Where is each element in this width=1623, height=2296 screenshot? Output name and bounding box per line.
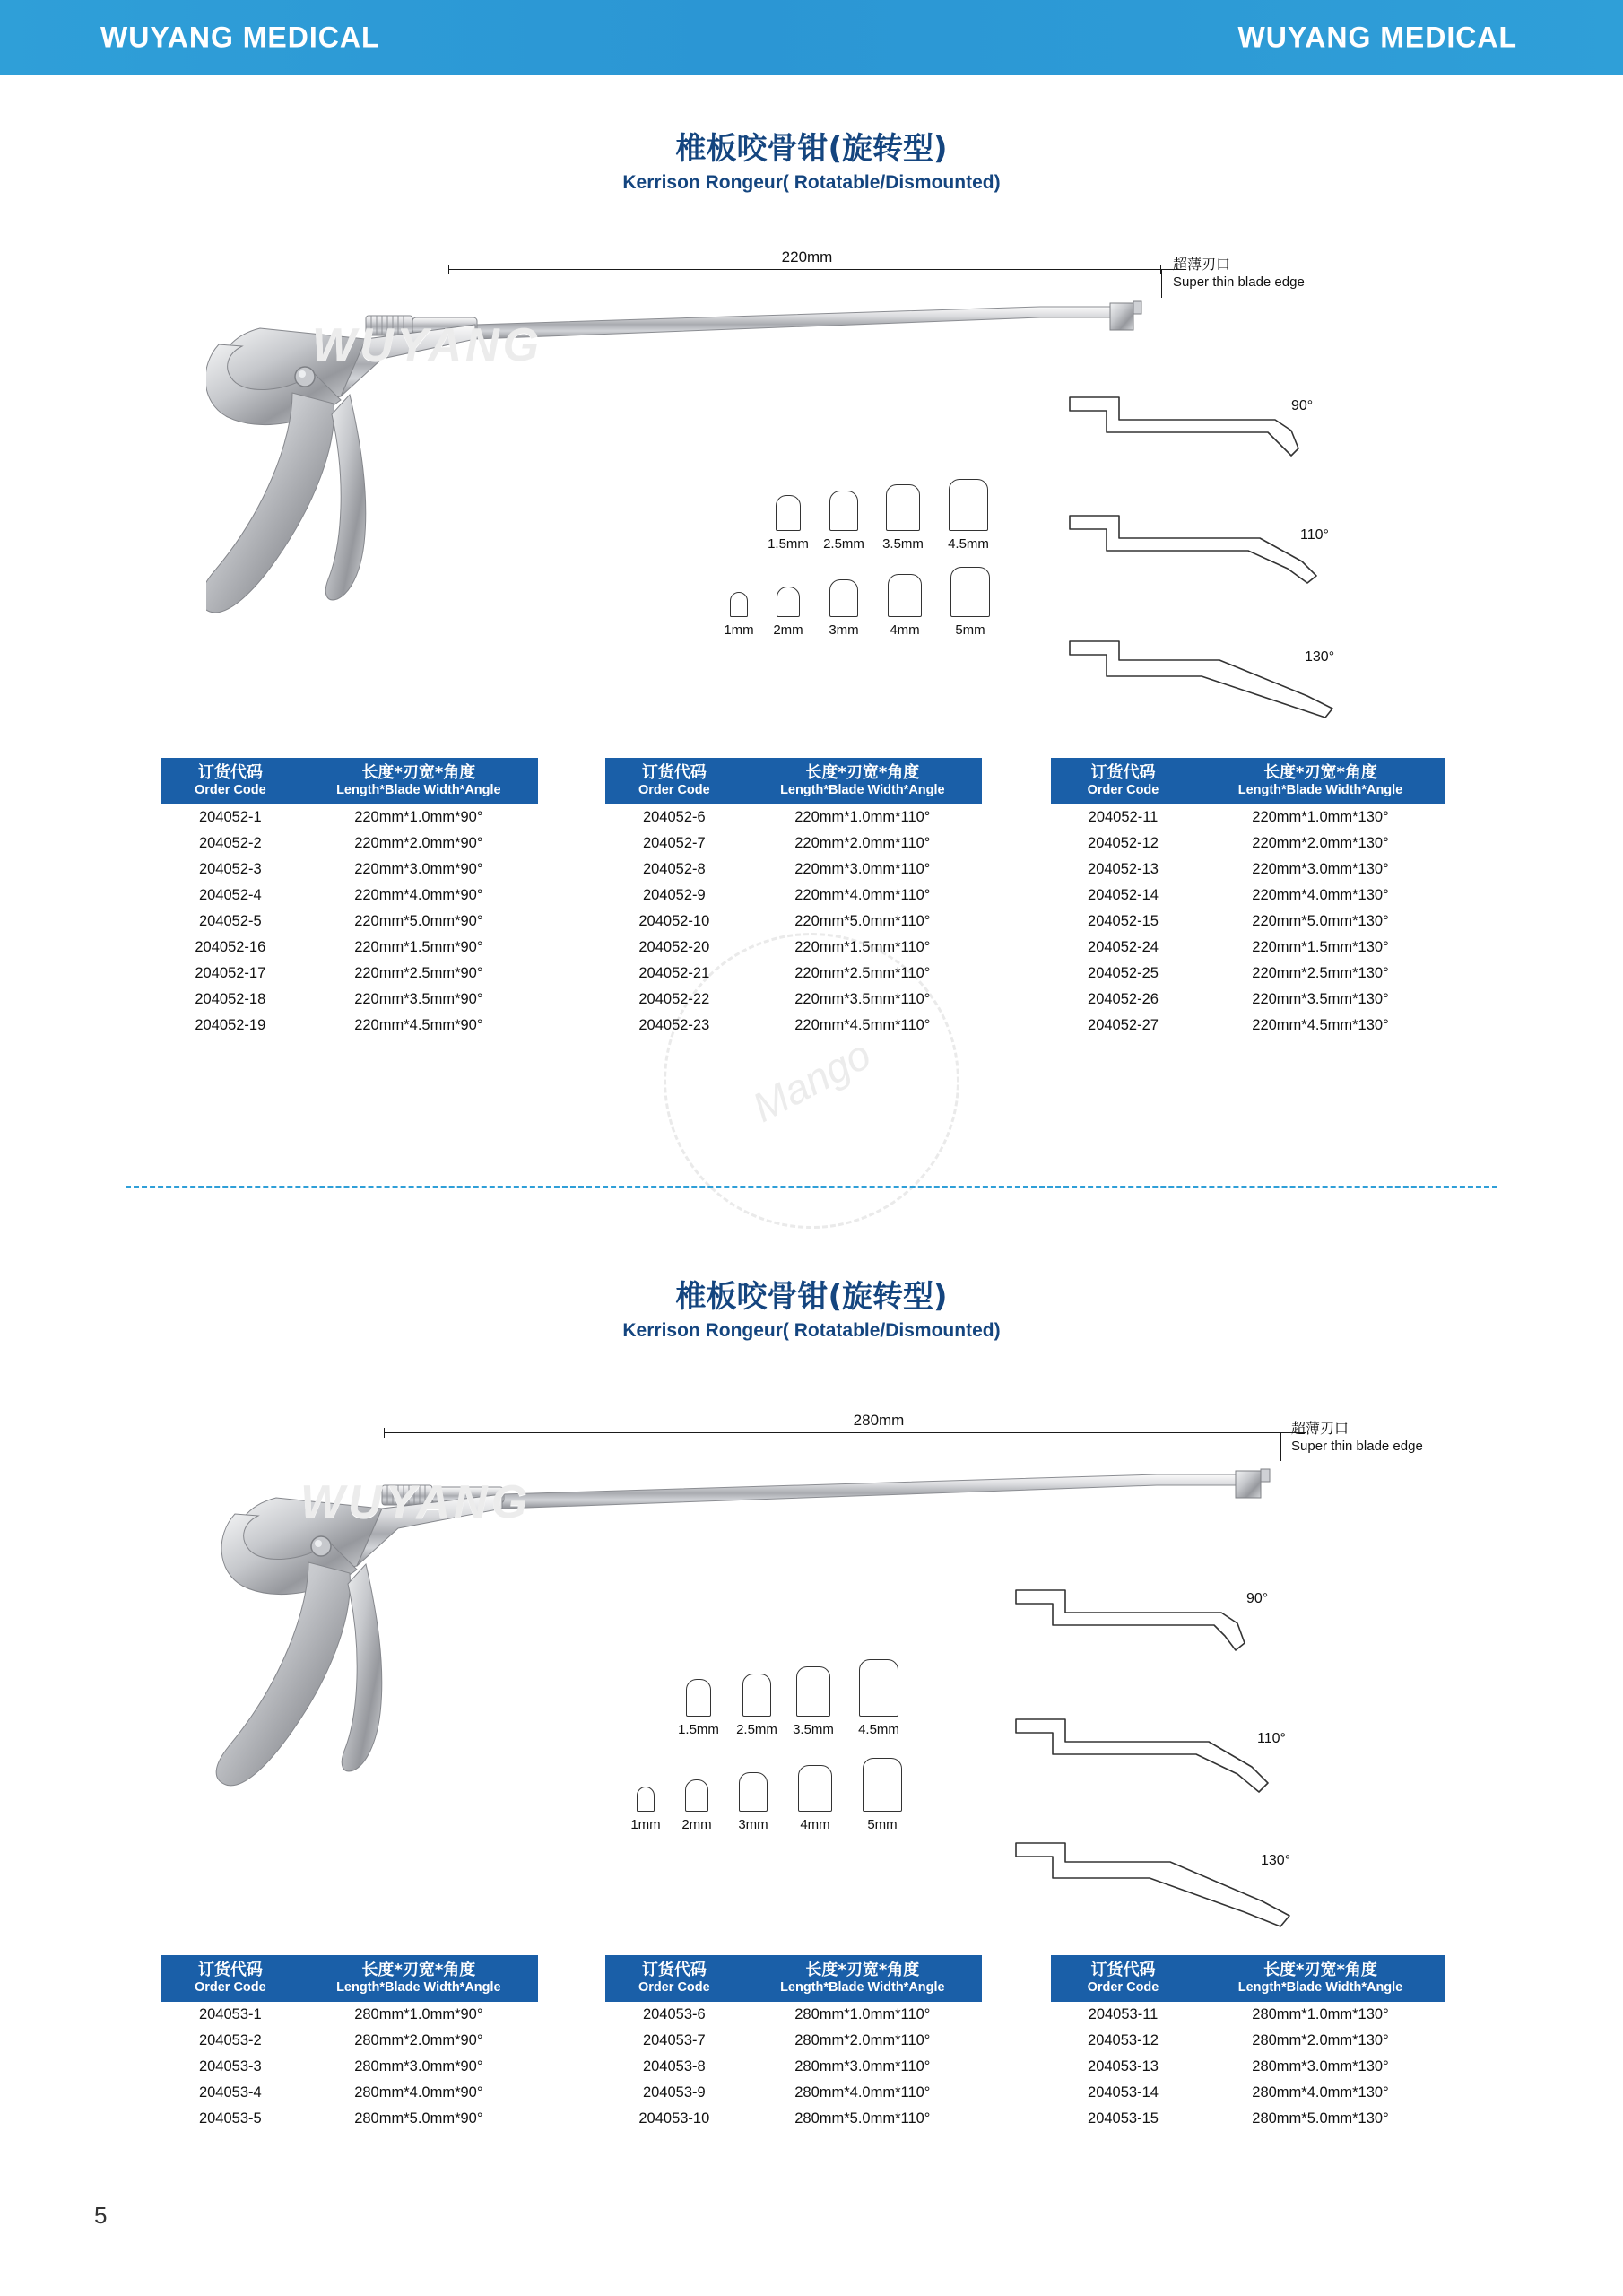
order-table-1 — [161, 758, 538, 1039]
table-row — [161, 2106, 538, 2132]
cell-order-code: 204052-26 — [1088, 991, 1159, 1008]
table-row — [1051, 857, 1445, 883]
header-en-spec: Length*Blade Width*Angle — [780, 782, 945, 797]
table-header-code — [1051, 1955, 1195, 2002]
table-header-spec — [743, 1955, 982, 2002]
cell-spec: 220mm*3.0mm*90° — [354, 861, 483, 878]
section-2-title-en: Kerrison Rongeur( Rotatable/Dismounted) — [622, 1320, 1001, 1341]
cell-spec: 220mm*4.5mm*90° — [354, 1017, 483, 1034]
tip-shape — [685, 1779, 708, 1812]
table-header-spec — [1195, 758, 1445, 804]
table-header-spec — [1195, 1955, 1445, 2002]
cell-spec: 280mm*5.0mm*110° — [794, 2110, 931, 2127]
table-row — [605, 961, 982, 987]
cell-order-code: 204053-13 — [1088, 2058, 1159, 2075]
table-row — [161, 857, 538, 883]
cell-spec: 220mm*2.5mm*110° — [794, 965, 931, 982]
cell-order-code: 204052-7 — [642, 835, 706, 852]
cell-spec: 220mm*2.0mm*110° — [794, 835, 931, 852]
cell-spec: 220mm*4.0mm*90° — [354, 887, 483, 904]
cell-order-code: 204052-13 — [1088, 861, 1159, 878]
cell-spec: 280mm*2.0mm*90° — [354, 2032, 483, 2049]
cell-order-code: 204053-15 — [1088, 2110, 1159, 2127]
table-row — [161, 2080, 538, 2106]
table-row — [605, 2028, 982, 2054]
cell-order-code: 204052-20 — [638, 939, 710, 956]
tip-shape — [886, 484, 920, 531]
cell-order-code: 204052-5 — [198, 913, 262, 930]
cell-order-code: 204052-17 — [195, 965, 266, 982]
page-header — [0, 0, 1623, 75]
header-cn-spec: 长度*刃宽*角度 — [805, 1961, 920, 1979]
header-en-code: Order Code — [638, 1979, 710, 1995]
tip-label: 4.5mm — [948, 536, 989, 552]
tip-shape — [686, 1679, 711, 1717]
cell-spec: 220mm*1.0mm*130° — [1252, 809, 1389, 826]
table-row — [1051, 1013, 1445, 1039]
cell-spec: 220mm*2.5mm*130° — [1252, 965, 1389, 982]
cell-spec: 220mm*4.0mm*130° — [1252, 887, 1389, 904]
header-en-code: Order Code — [638, 782, 710, 797]
section-1-title-cn: 椎板咬骨钳(旋转型) — [675, 131, 948, 167]
order-table-5 — [605, 1955, 982, 2132]
cell-order-code: 204052-9 — [642, 887, 706, 904]
table-header-code — [1051, 758, 1195, 804]
tip-label: 4mm — [800, 1817, 830, 1832]
tip-label: 1.5mm — [678, 1722, 719, 1737]
cell-spec: 220mm*4.5mm*110° — [794, 1017, 931, 1034]
cell-spec: 280mm*3.0mm*90° — [354, 2058, 483, 2075]
tip-shape — [829, 579, 858, 617]
cell-order-code: 204053-5 — [198, 2110, 262, 2127]
tip-label: 4.5mm — [858, 1722, 899, 1737]
cell-order-code: 204052-16 — [195, 939, 266, 956]
cell-order-code: 204052-14 — [1088, 887, 1159, 904]
tip-shape — [739, 1772, 768, 1812]
cell-spec: 220mm*4.0mm*110° — [794, 887, 931, 904]
cell-order-code: 204053-14 — [1088, 2084, 1159, 2101]
angle-label: 110° — [1257, 1731, 1286, 1746]
table-row — [1051, 883, 1445, 909]
table-row — [1051, 935, 1445, 961]
cell-spec: 280mm*4.0mm*110° — [794, 2084, 931, 2101]
angle-label: 90° — [1291, 398, 1314, 413]
header-cn-spec: 长度*刃宽*角度 — [361, 763, 476, 782]
tip-label: 3.5mm — [793, 1722, 834, 1737]
angle-label: 130° — [1261, 1853, 1291, 1868]
cell-order-code: 204053-1 — [198, 2006, 262, 2023]
callout-cn-1: 超薄刃口 — [1173, 256, 1231, 273]
tip-label: 3.5mm — [882, 536, 924, 552]
order-table-2 — [605, 758, 982, 1039]
cell-spec: 220mm*3.5mm*110° — [794, 991, 931, 1008]
callout-en-2: Super thin blade edge — [1291, 1439, 1423, 1454]
table-header-spec — [299, 1955, 538, 2002]
tip-shape — [730, 592, 748, 617]
cell-spec: 220mm*1.5mm*130° — [1252, 939, 1389, 956]
section-1-title-en: Kerrison Rongeur( Rotatable/Dismounted) — [622, 172, 1001, 193]
header-en-code: Order Code — [194, 782, 266, 797]
header-cn-spec: 长度*刃宽*角度 — [361, 1961, 476, 1979]
table-row — [1051, 961, 1445, 987]
dimension-label-1: 220mm — [781, 248, 833, 265]
cell-spec: 280mm*1.0mm*130° — [1252, 2006, 1389, 2023]
tip-label: 1.5mm — [768, 536, 809, 552]
table-row — [161, 883, 538, 909]
table-header-code — [161, 1955, 299, 2002]
tip-shape — [777, 587, 800, 617]
table-row — [161, 1013, 538, 1039]
tip-label: 5mm — [955, 622, 985, 638]
table-row — [161, 987, 538, 1013]
tip-label: 4mm — [890, 622, 920, 638]
cell-spec: 220mm*1.0mm*90° — [354, 809, 483, 826]
cell-spec: 280mm*3.0mm*130° — [1252, 2058, 1389, 2075]
cell-spec: 220mm*3.5mm*130° — [1252, 991, 1389, 1008]
header-en-code: Order Code — [1087, 782, 1159, 797]
tip-label: 1mm — [724, 622, 754, 638]
tip-shape — [776, 495, 801, 531]
cell-spec: 220mm*1.0mm*110° — [794, 809, 931, 826]
tip-label: 3mm — [829, 622, 859, 638]
tip-shape — [950, 567, 990, 617]
tip-shape — [742, 1674, 771, 1717]
header-cn-spec: 长度*刃宽*角度 — [1263, 763, 1377, 782]
header-cn-code: 订货代码 — [641, 1961, 707, 1979]
cell-spec: 220mm*2.0mm*130° — [1252, 835, 1389, 852]
table-row — [1051, 804, 1445, 831]
cell-order-code: 204052-8 — [642, 861, 706, 878]
cell-spec: 220mm*1.5mm*110° — [794, 939, 931, 956]
cell-order-code: 204052-24 — [1088, 939, 1159, 956]
cell-spec: 220mm*2.5mm*90° — [354, 965, 483, 982]
table-row — [605, 909, 982, 935]
cell-spec: 280mm*5.0mm*130° — [1252, 2110, 1389, 2127]
table-row — [161, 961, 538, 987]
order-table-6 — [1051, 1955, 1445, 2132]
table-row — [161, 804, 538, 831]
cell-spec: 220mm*1.5mm*90° — [354, 939, 483, 956]
order-table-4 — [161, 1955, 538, 2132]
callout-en-1: Super thin blade edge — [1173, 274, 1305, 290]
header-cn-code: 订货代码 — [197, 763, 263, 782]
page-number: 5 — [94, 2202, 108, 2229]
tip-label: 1mm — [630, 1817, 661, 1832]
tip-shape — [863, 1758, 902, 1812]
cell-order-code: 204052-4 — [198, 887, 262, 904]
table-header-code — [605, 1955, 743, 2002]
cell-order-code: 204052-15 — [1088, 913, 1159, 930]
table-row — [161, 2028, 538, 2054]
tip-shape — [888, 574, 922, 617]
angle-label: 90° — [1246, 1591, 1269, 1606]
table-row — [1051, 987, 1445, 1013]
table-row — [1051, 2106, 1445, 2132]
cell-order-code: 204052-19 — [195, 1017, 266, 1034]
cell-spec: 220mm*3.0mm*110° — [794, 861, 931, 878]
table-row — [1051, 831, 1445, 857]
cell-spec: 280mm*1.0mm*90° — [354, 2006, 483, 2023]
table-row — [1051, 2080, 1445, 2106]
cell-order-code: 204052-3 — [198, 861, 262, 878]
watermark-wuyang-1: WUYANG — [312, 319, 543, 371]
cell-spec: 280mm*1.0mm*110° — [794, 2006, 931, 2023]
cell-spec: 220mm*5.0mm*90° — [354, 913, 483, 930]
angle-profile-110-1 — [1067, 511, 1363, 601]
table-row — [1051, 2002, 1445, 2028]
cell-spec: 280mm*3.0mm*110° — [794, 2058, 931, 2075]
header-cn-spec: 长度*刃宽*角度 — [805, 763, 920, 782]
tip-label: 2.5mm — [736, 1722, 777, 1737]
cell-order-code: 204053-7 — [642, 2032, 706, 2049]
dimension-label-2: 280mm — [853, 1412, 905, 1429]
header-en-spec: Length*Blade Width*Angle — [336, 1979, 501, 1995]
header-en-spec: Length*Blade Width*Angle — [336, 782, 501, 797]
tip-label: 5mm — [867, 1817, 898, 1832]
table-header-code — [161, 758, 299, 804]
cell-order-code: 204053-6 — [642, 2006, 706, 2023]
cell-spec: 220mm*4.5mm*130° — [1252, 1017, 1389, 1034]
table-row — [1051, 909, 1445, 935]
tip-label: 2mm — [773, 622, 803, 638]
cell-spec: 220mm*3.5mm*90° — [354, 991, 483, 1008]
table-row — [161, 935, 538, 961]
tip-label: 2mm — [681, 1817, 712, 1832]
section-2-title-cn: 椎板咬骨钳(旋转型) — [675, 1279, 948, 1315]
table-row — [161, 909, 538, 935]
table-row — [605, 2080, 982, 2106]
cell-order-code: 204053-3 — [198, 2058, 262, 2075]
callout-cn-2: 超薄刃口 — [1291, 1420, 1350, 1437]
angle-label: 130° — [1305, 649, 1335, 665]
table-row — [161, 831, 538, 857]
header-en-spec: Length*Blade Width*Angle — [1237, 782, 1403, 797]
cell-order-code: 204052-18 — [195, 991, 266, 1008]
order-table-3 — [1051, 758, 1445, 1039]
table-row — [1051, 2054, 1445, 2080]
cell-order-code: 204052-23 — [638, 1017, 710, 1034]
cell-spec: 280mm*5.0mm*90° — [354, 2110, 483, 2127]
header-cn-code: 订货代码 — [1090, 1961, 1156, 1979]
dimension-line-2 — [384, 1432, 1280, 1433]
table-row — [605, 2106, 982, 2132]
cell-order-code: 204053-9 — [642, 2084, 706, 2101]
watermark-mango-text: Mango — [744, 1031, 879, 1131]
cell-spec: 220mm*5.0mm*110° — [794, 913, 931, 930]
header-en-spec: Length*Blade Width*Angle — [1237, 1979, 1403, 1995]
cell-spec: 280mm*4.0mm*130° — [1252, 2084, 1389, 2101]
table-header-code — [605, 758, 743, 804]
cell-order-code: 204052-12 — [1088, 835, 1159, 852]
cell-order-code: 204052-6 — [642, 809, 706, 826]
table-row — [605, 804, 982, 831]
tip-shape — [859, 1659, 898, 1717]
cell-order-code: 204053-12 — [1088, 2032, 1159, 2049]
cell-order-code: 204052-11 — [1088, 809, 1159, 826]
cell-spec: 280mm*2.0mm*130° — [1252, 2032, 1389, 2049]
table-row — [605, 857, 982, 883]
cell-spec: 220mm*3.0mm*130° — [1252, 861, 1389, 878]
table-row — [161, 2054, 538, 2080]
cell-order-code: 204053-8 — [642, 2058, 706, 2075]
header-en-code: Order Code — [1087, 1979, 1159, 1995]
section-divider — [126, 1186, 1497, 1188]
tip-label: 2.5mm — [823, 536, 864, 552]
brand-left: WUYANG MEDICAL — [100, 21, 380, 54]
table-row — [605, 1013, 982, 1039]
dimension-line-1 — [448, 269, 1161, 270]
cell-order-code: 204053-4 — [198, 2084, 262, 2101]
table-row — [1051, 2028, 1445, 2054]
cell-order-code: 204053-10 — [638, 2110, 710, 2127]
angle-label: 110° — [1300, 527, 1329, 543]
cell-order-code: 204052-27 — [1088, 1017, 1159, 1034]
table-row — [605, 2054, 982, 2080]
header-en-code: Order Code — [194, 1979, 266, 1995]
cell-order-code: 204052-25 — [1088, 965, 1159, 982]
table-row — [605, 935, 982, 961]
tip-shape — [637, 1787, 655, 1812]
cell-spec: 220mm*5.0mm*130° — [1252, 913, 1389, 930]
table-row — [605, 883, 982, 909]
cell-order-code: 204052-22 — [638, 991, 710, 1008]
table-row — [605, 831, 982, 857]
header-cn-code: 订货代码 — [641, 763, 707, 782]
table-row — [161, 2002, 538, 2028]
cell-order-code: 204053-2 — [198, 2032, 262, 2049]
cell-order-code: 204052-21 — [638, 965, 710, 982]
tip-shape — [798, 1765, 832, 1812]
watermark-wuyang-2: WUYANG — [300, 1476, 532, 1528]
table-row — [605, 2002, 982, 2028]
cell-order-code: 204052-10 — [638, 913, 710, 930]
header-cn-spec: 长度*刃宽*角度 — [1263, 1961, 1377, 1979]
table-header-spec — [299, 758, 538, 804]
tip-shape — [829, 491, 858, 531]
header-en-spec: Length*Blade Width*Angle — [780, 1979, 945, 1995]
angle-profile-110-2 — [1013, 1715, 1318, 1809]
tip-shape — [949, 479, 988, 531]
header-cn-code: 订货代码 — [1090, 763, 1156, 782]
cell-spec: 220mm*2.0mm*90° — [354, 835, 483, 852]
brand-right: WUYANG MEDICAL — [1237, 21, 1517, 54]
cell-order-code: 204053-11 — [1088, 2006, 1159, 2023]
tip-label: 3mm — [738, 1817, 768, 1832]
tip-shape — [796, 1666, 830, 1717]
table-header-spec — [743, 758, 982, 804]
cell-order-code: 204052-2 — [198, 835, 262, 852]
cell-spec: 280mm*4.0mm*90° — [354, 2084, 483, 2101]
cell-spec: 280mm*2.0mm*110° — [794, 2032, 931, 2049]
cell-order-code: 204052-1 — [198, 809, 262, 826]
header-cn-code: 订货代码 — [197, 1961, 263, 1979]
table-row — [605, 987, 982, 1013]
